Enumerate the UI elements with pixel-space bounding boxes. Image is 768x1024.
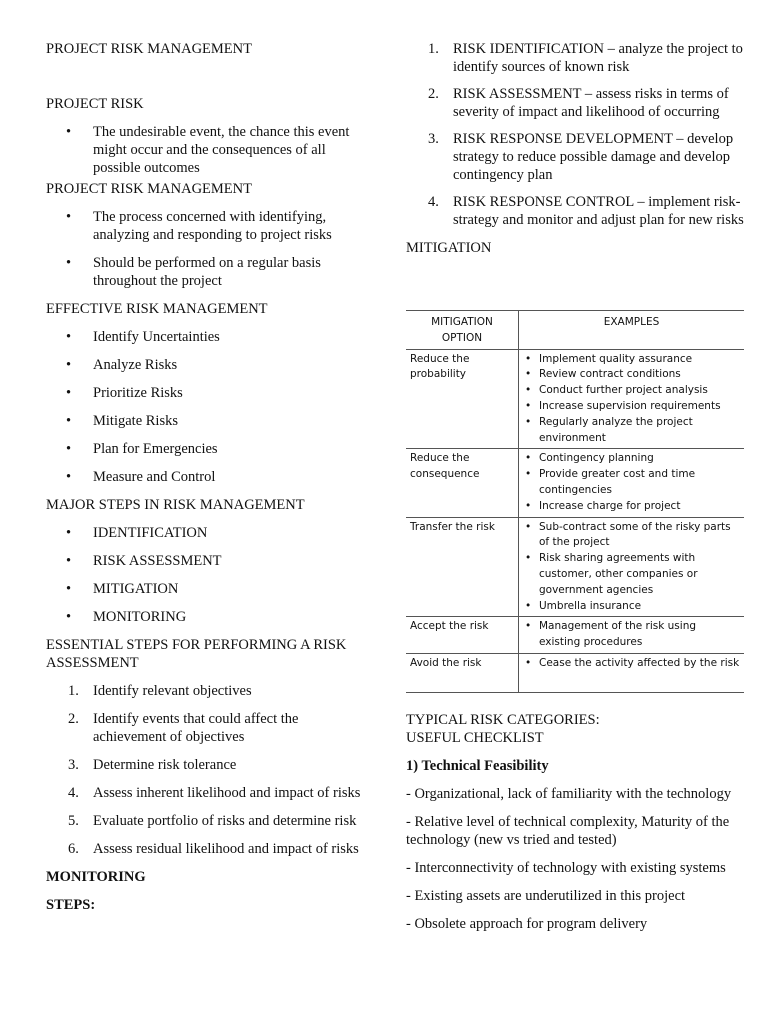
list-item: • Prioritize Risks [66, 385, 183, 401]
list-item: 4. Assess inherent likelihood and impact of risks [68, 785, 361, 801]
list-item: • Provide greater cost and time contingencies [523, 467, 740, 499]
list-item: 6. Assess residual likelihood and impact of risks [68, 841, 359, 857]
list-item: • Identify Uncertainties [66, 329, 220, 345]
checklist-item: - Obsolete approach for program delivery [406, 916, 648, 932]
list-item: • Risk sharing agreements with customer, other companies or government agencies [523, 551, 740, 598]
table-cell-option: Accept the risk [406, 617, 519, 654]
risk-steps-list [406, 40, 746, 229]
document-title: PROJECT RISK MANAGEMENT [46, 41, 252, 57]
list-item: • Management of the risk using existing procedures [523, 619, 740, 651]
list-item: • Increase charge for project [523, 499, 740, 515]
table-row [406, 449, 744, 517]
list-item: 1. RISK IDENTIFICATION – analyze the project to identify sources of known risk [428, 41, 743, 75]
technical-feasibility-heading: 1) Technical Feasibility [406, 758, 549, 774]
checklist-item: - Existing assets are underutilized in this project [406, 888, 686, 904]
checklist-item: - Interconnectivity of technology with existing systems [406, 860, 726, 876]
table-header-option: MITIGATION OPTION [406, 311, 519, 350]
right-column [406, 40, 746, 257]
list-item: 5. Evaluate portfolio of risks and determine risk [68, 813, 357, 829]
table-row [406, 349, 744, 449]
major-steps-list [46, 524, 366, 626]
effective-list [46, 328, 366, 486]
checklist-heading: USEFUL CHECKLIST [406, 730, 544, 746]
table-cell-option: Avoid the risk [406, 653, 519, 692]
mitigation-heading: MITIGATION [406, 240, 492, 256]
major-steps-heading: MAJOR STEPS IN RISK MANAGEMENT [46, 497, 305, 513]
mitigation-table [406, 310, 744, 693]
table-cell-examples [519, 617, 745, 654]
list-item: • Umbrella insurance [523, 599, 740, 615]
list-item: • Contingency planning [523, 451, 740, 467]
table-cell-examples [519, 349, 745, 449]
list-item: • Mitigate Risks [66, 413, 178, 429]
list-item: • MONITORING [66, 609, 187, 625]
essential-steps-list [46, 682, 366, 858]
list-item: • The undesirable event, the chance this event might occur and the consequences of all possible outcomes [66, 124, 350, 176]
table-cell-examples [519, 517, 745, 617]
list-item: 1. Identify relevant objectives [68, 683, 252, 699]
project-risk-heading: PROJECT RISK [46, 96, 144, 112]
list-item: • Sub-contract some of the risky parts of the project [523, 520, 740, 552]
list-item: • Plan for Emergencies [66, 441, 218, 457]
monitoring-heading: MONITORING [46, 869, 146, 885]
list-item: 4. RISK RESPONSE CONTROL – implement risk-strategy and monitor and adjust plan for new risks [428, 194, 744, 228]
list-item: • Increase supervision requirements [523, 399, 740, 415]
categories-heading: TYPICAL RISK CATEGORIES: [406, 712, 600, 728]
left-column [46, 40, 366, 914]
table-row [406, 517, 744, 617]
categories-section [406, 711, 746, 933]
list-item: • Analyze Risks [66, 357, 178, 373]
table-header-row [406, 311, 744, 350]
list-item: • Cease the activity affected by the risk [523, 656, 740, 672]
list-item: • Regularly analyze the project environment [523, 415, 740, 447]
table-cell-option: Transfer the risk [406, 517, 519, 617]
list-item: • Review contract conditions [523, 367, 740, 383]
list-item: • The process concerned with identifying, analyzing and responding to project risks [66, 209, 332, 243]
project-risk-list [46, 123, 366, 177]
list-item: • MITIGATION [66, 581, 179, 597]
steps-heading: STEPS: [46, 897, 96, 913]
list-item: 3. RISK RESPONSE DEVELOPMENT – develop strategy to reduce possible damage and develop contingency plan [428, 131, 734, 183]
checklist-item: - Organizational, lack of familiarity with the technology [406, 786, 732, 802]
prm-heading: PROJECT RISK MANAGEMENT [46, 181, 252, 197]
table-cell-option: Reduce the consequence [406, 449, 519, 517]
prm-list [46, 208, 366, 290]
table-cell-examples [519, 653, 745, 692]
list-item: • Implement quality assurance [523, 352, 740, 368]
table-row [406, 653, 744, 692]
list-item: • IDENTIFICATION [66, 525, 208, 541]
checklist-item: - Relative level of technical complexity, Maturity of the technology (new vs tried and tested) [406, 814, 730, 848]
table-header-examples: EXAMPLES [519, 311, 745, 350]
essential-steps-heading: ESSENTIAL STEPS FOR PERFORMING A RISK ASSESSMENT [46, 637, 347, 671]
effective-heading: EFFECTIVE RISK MANAGEMENT [46, 301, 268, 317]
table-row [406, 617, 744, 654]
list-item: • Conduct further project analysis [523, 383, 740, 399]
table-cell-option: Reduce the probability [406, 349, 519, 449]
list-item: 3. Determine risk tolerance [68, 757, 237, 773]
table-cell-examples [519, 449, 745, 517]
list-item: • RISK ASSESSMENT [66, 553, 222, 569]
list-item: • Measure and Control [66, 469, 216, 485]
list-item: 2. Identify events that could affect the achievement of objectives [68, 711, 299, 745]
list-item: • Should be performed on a regular basis throughout the project [66, 255, 321, 289]
list-item: 2. RISK ASSESSMENT – assess risks in terms of severity of impact and likelihood of occurring [428, 86, 729, 120]
